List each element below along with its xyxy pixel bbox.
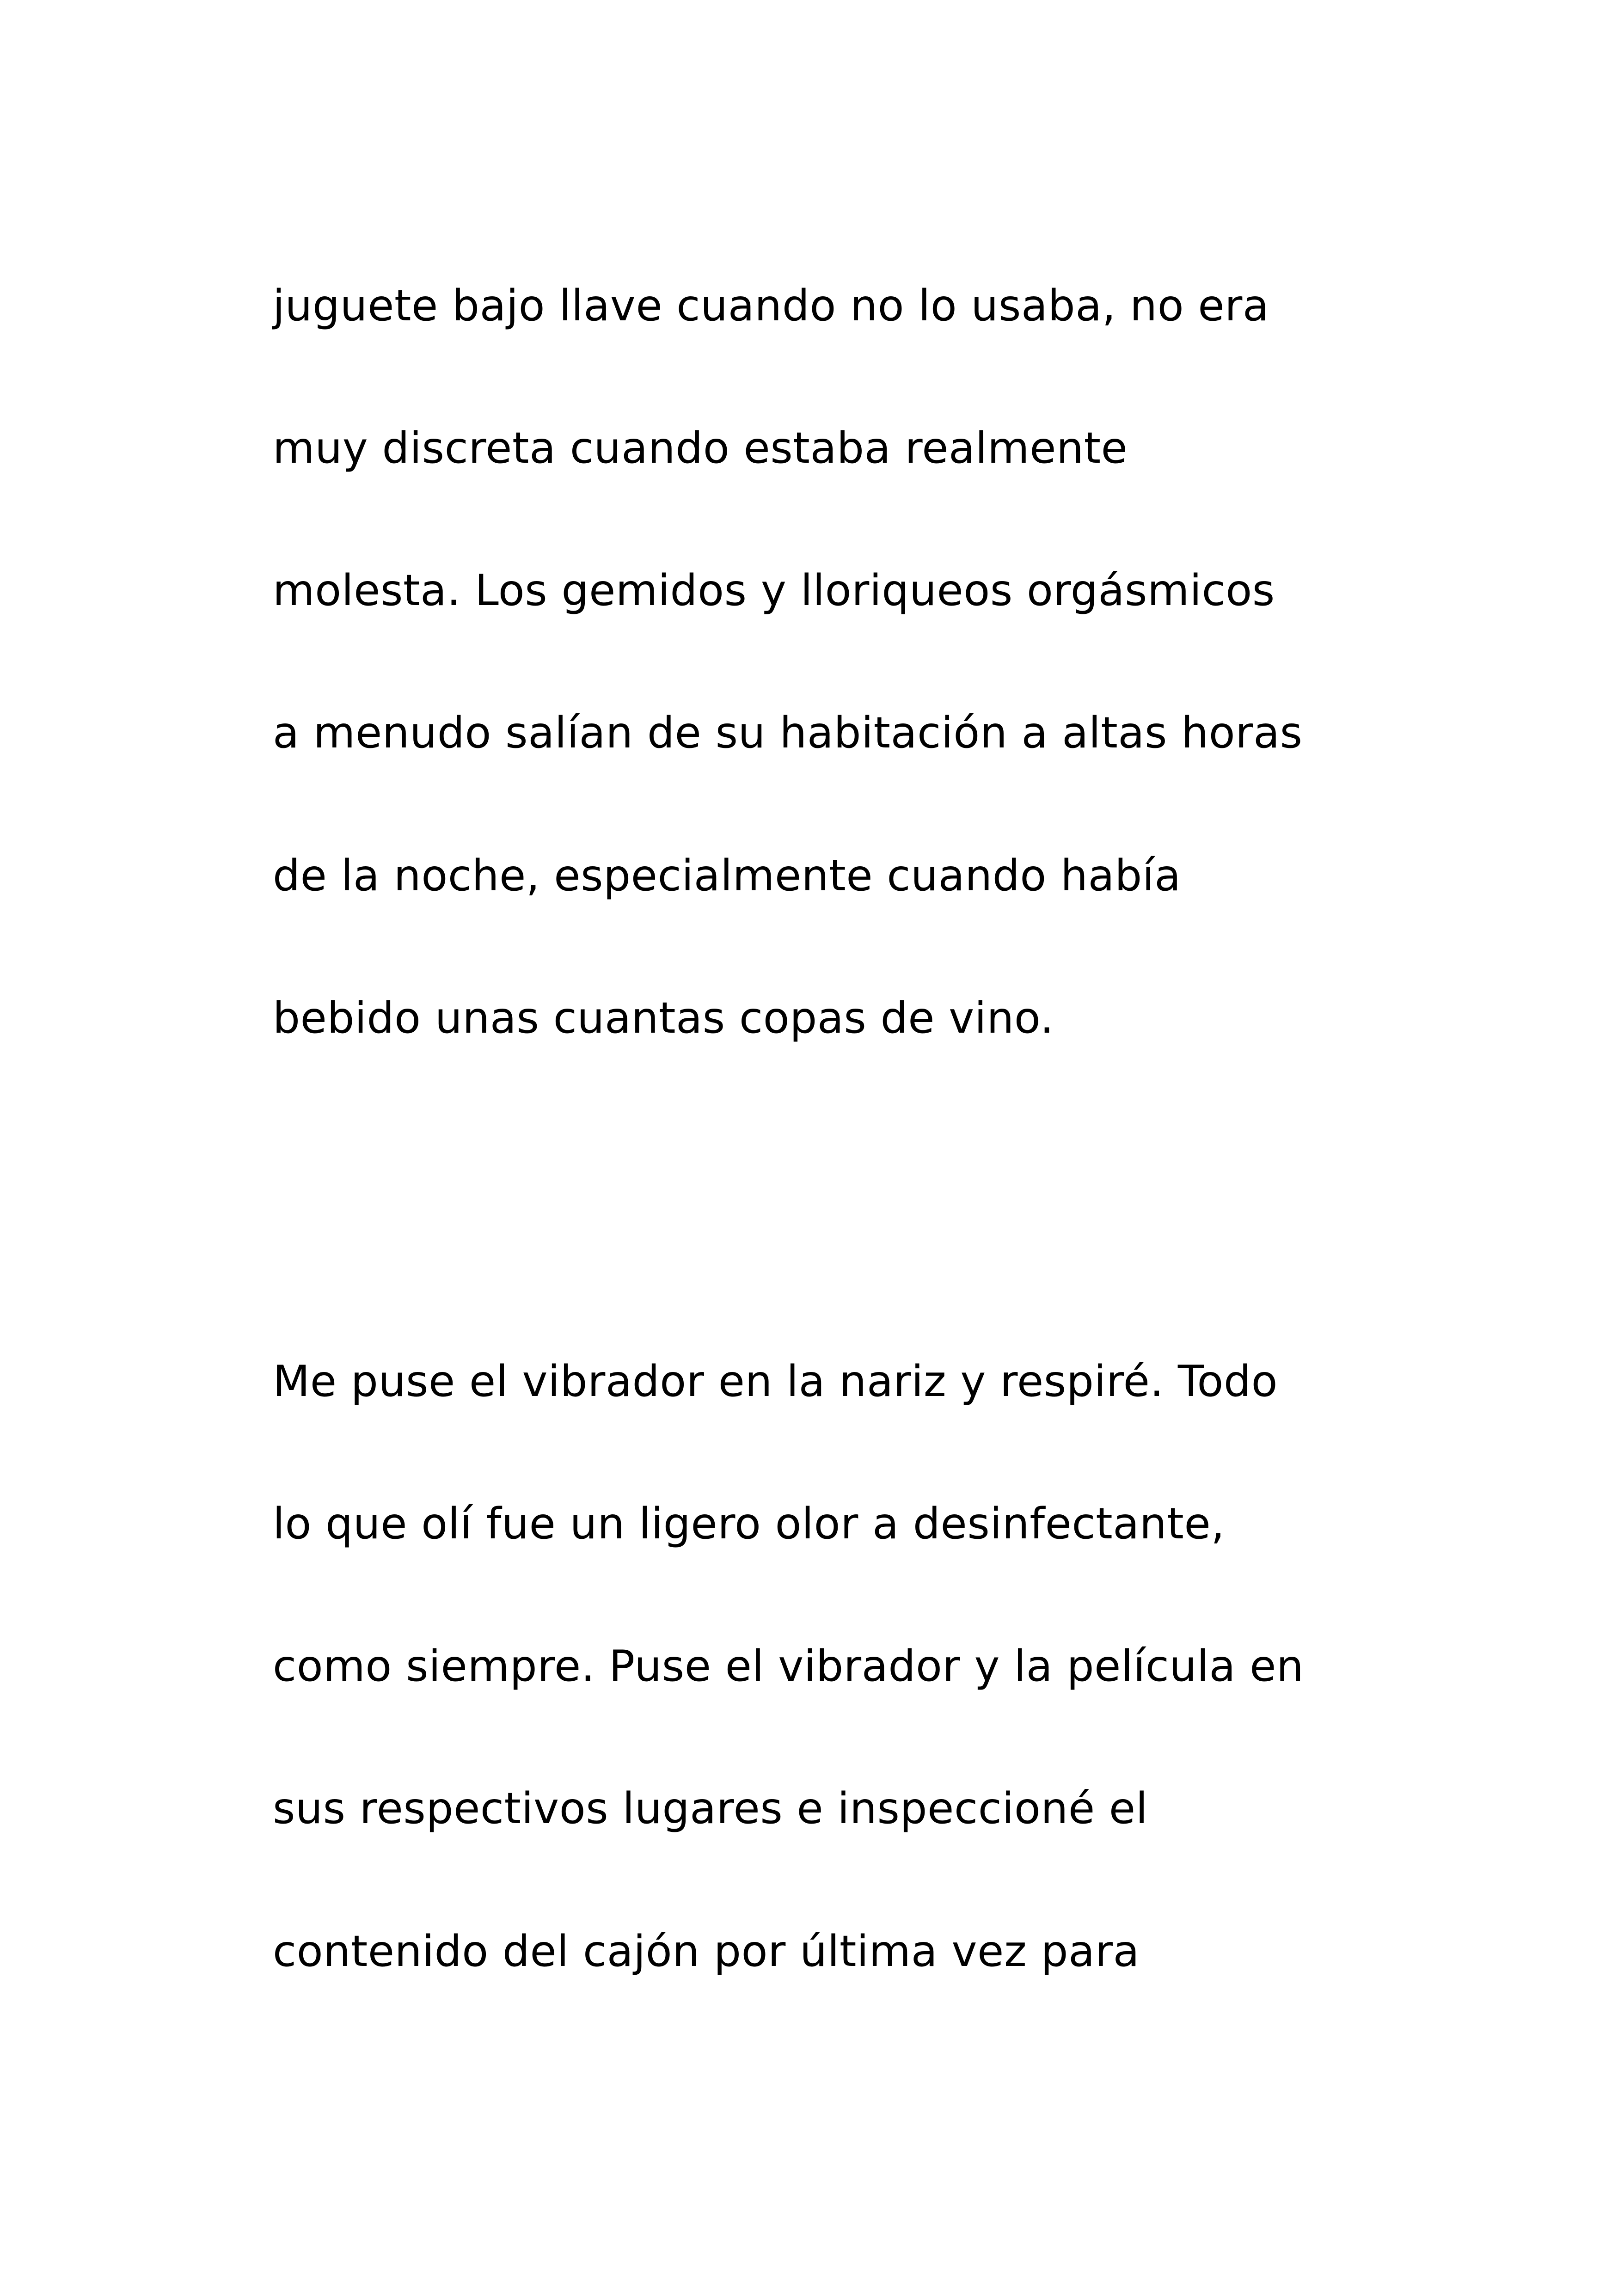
- text-line: lo que olí fue un ligero olor a desinfectante,: [273, 1499, 1225, 1549]
- text-line: muy discreta cuando estaba realmente: [273, 423, 1128, 473]
- text-line: de la noche, especialmente cuando había: [273, 851, 1181, 900]
- text-line: contenido del cajón por última vez para: [273, 1926, 1140, 1976]
- text-line: a menudo salían de su habitación a altas horas: [273, 708, 1303, 758]
- text-line: Me puse el vibrador en la nariz y respiré. Todo: [273, 1356, 1278, 1406]
- text-line: como siempre. Puse el vibrador y la película en: [273, 1641, 1304, 1691]
- text-line: molesta. Los gemidos y lloriqueos orgásmicos: [273, 565, 1275, 615]
- text-line: juguete bajo llave cuando no lo usaba, no era: [273, 281, 1269, 331]
- text-line: bebido unas cuantas copas de vino.: [273, 993, 1054, 1043]
- text-line: sus respectivos lugares e inspeccioné el: [273, 1783, 1148, 1833]
